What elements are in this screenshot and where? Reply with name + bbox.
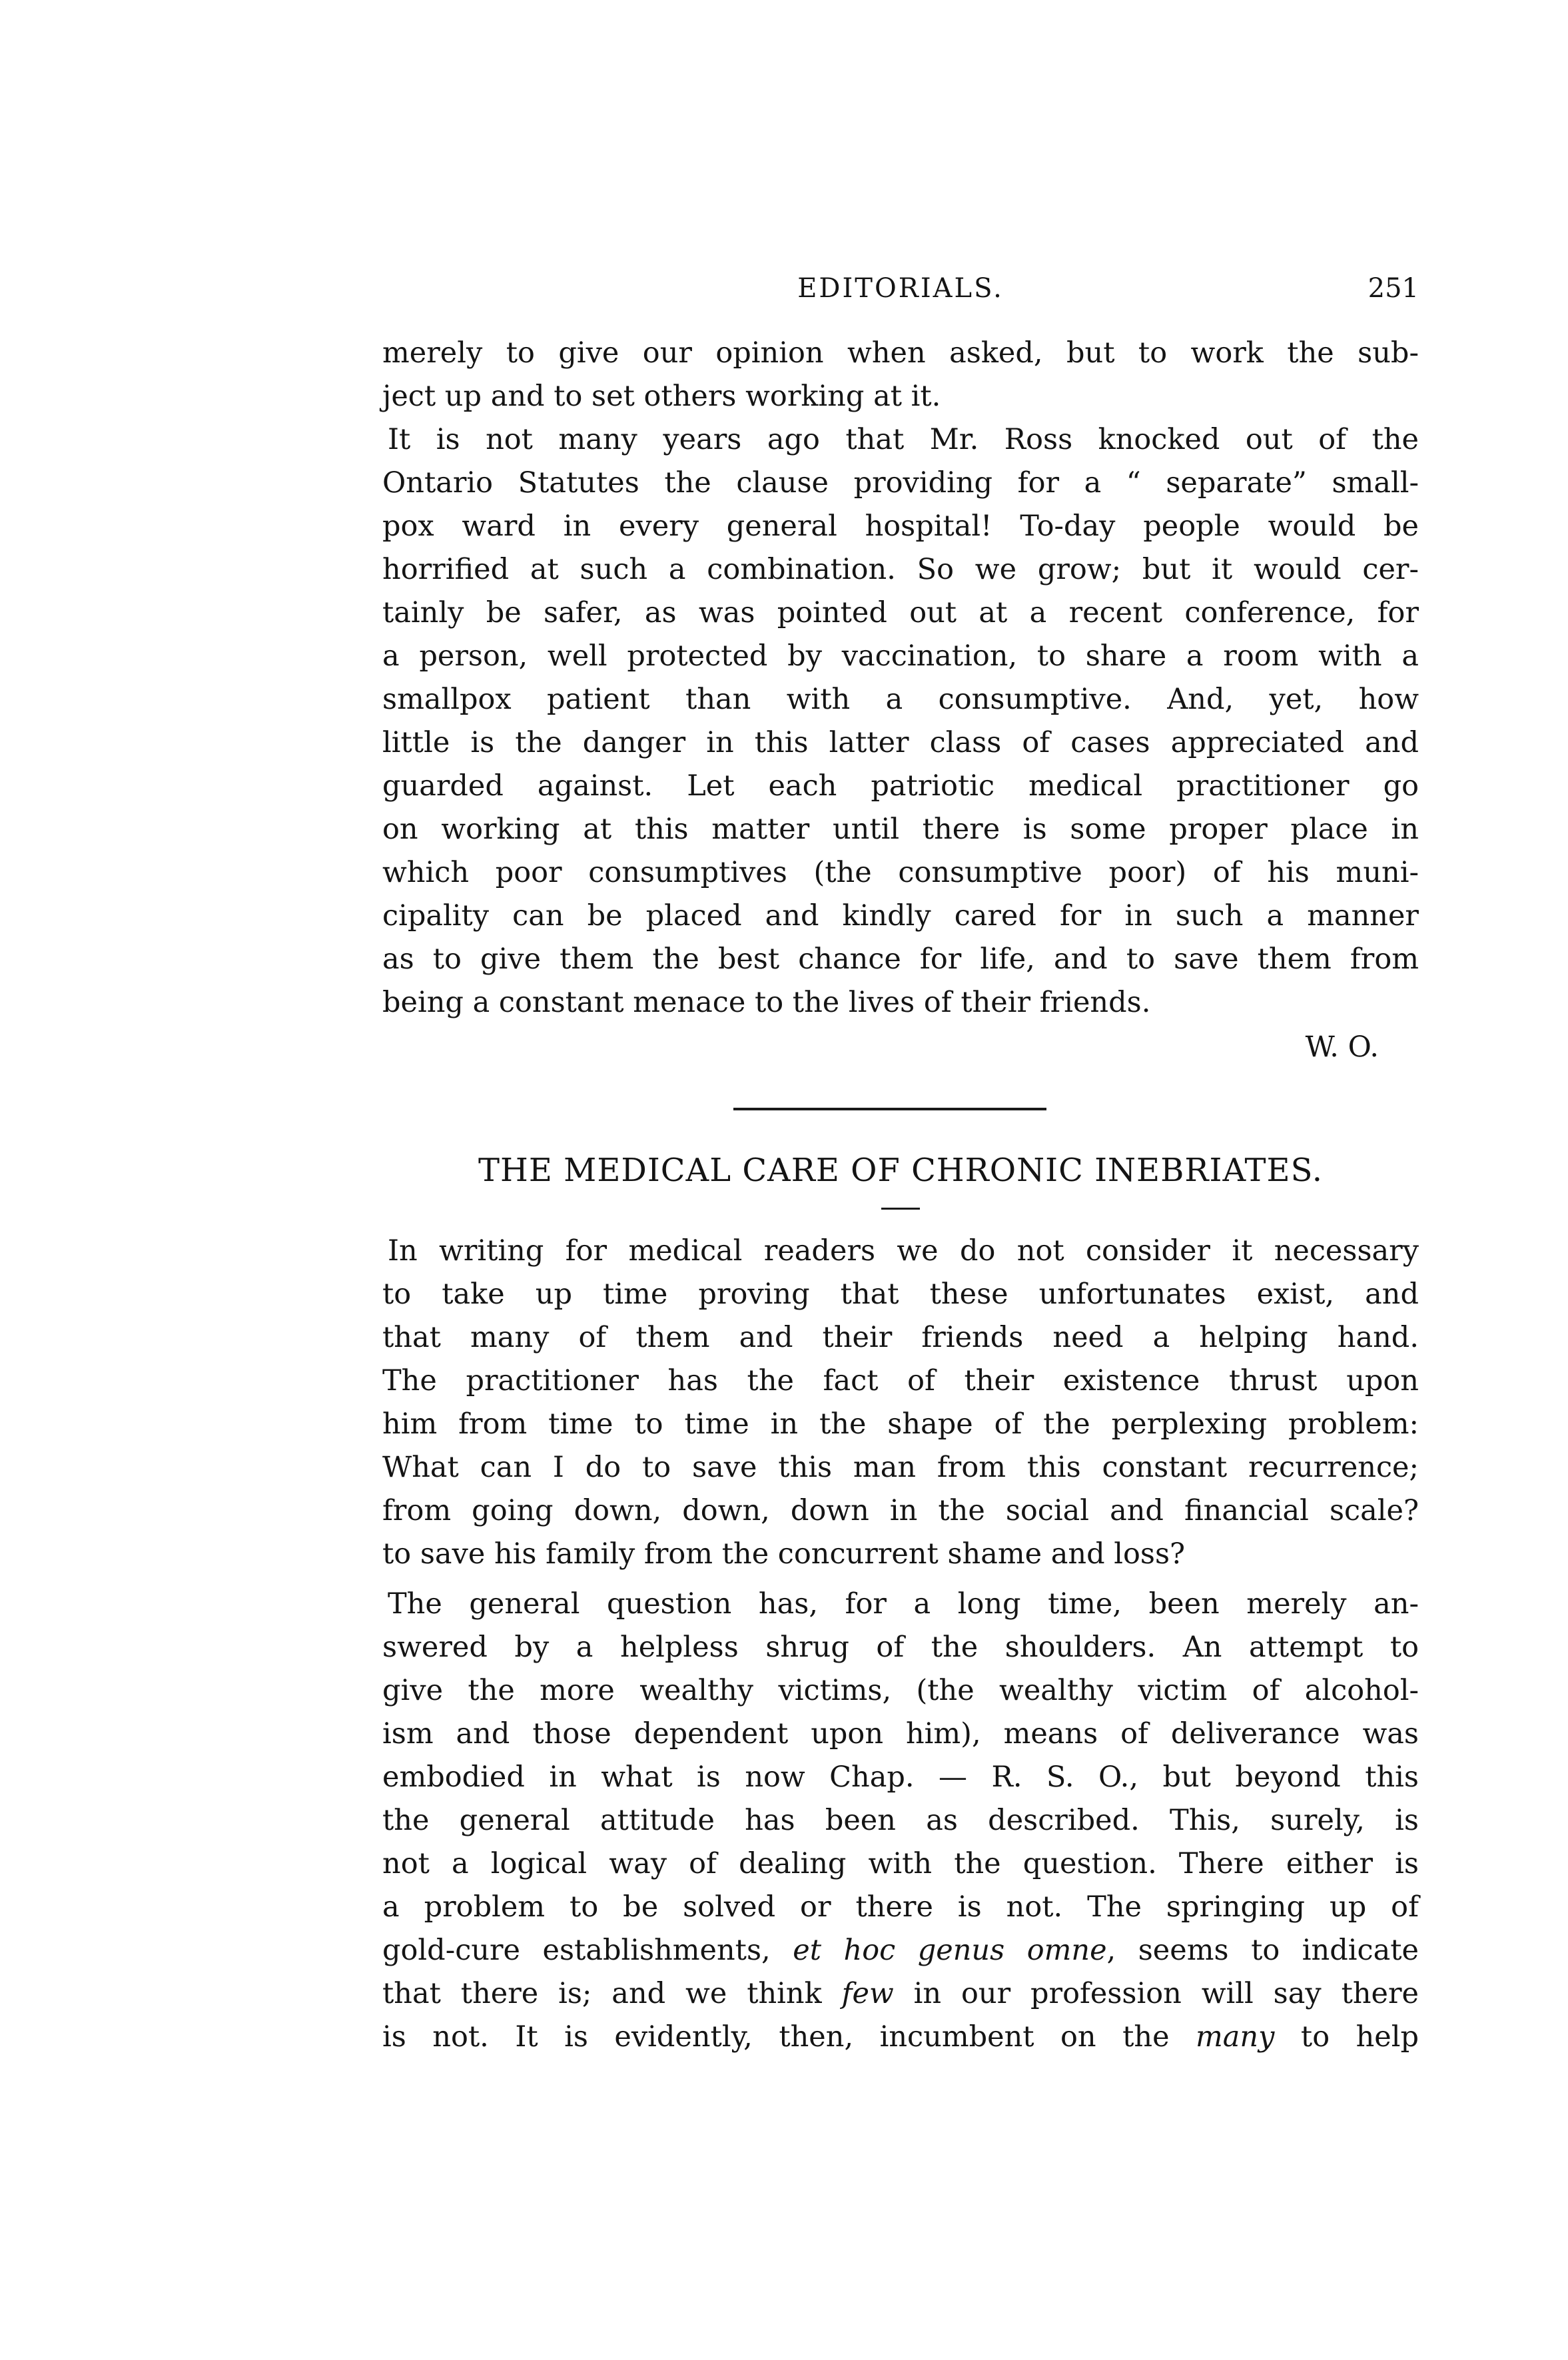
text-line: merely to give our opinion when asked, but to work the sub-: [382, 336, 1419, 370]
text-line: the general attitude has been as described. This, surely, is: [382, 1804, 1419, 1837]
text-run: that there is; and we think: [382, 1977, 842, 2010]
italic-word: few: [841, 1977, 894, 2010]
paragraph-general-question: [382, 1583, 1419, 2059]
text-line: It is not many years ago that Mr. Ross knocked out of the: [388, 423, 1419, 456]
text-line: being a constant menace to the lives of their friends.: [382, 986, 1151, 1019]
text-line: guarded against. Let each patriotic medical practitioner go: [382, 769, 1419, 803]
section-divider: [733, 1108, 1046, 1110]
text-line: swered by a helpless shrug of the shoulders. An attempt to: [382, 1631, 1419, 1664]
text-line: The practitioner has the fact of their existence thrust upon: [382, 1364, 1419, 1397]
text-run: is not. It is evidently, then, incumbent on the: [382, 2020, 1196, 2054]
text-run: to help: [1274, 2020, 1419, 2054]
running-title: EDITORIALS.: [797, 273, 1004, 304]
page-number: 251: [1368, 273, 1419, 304]
running-head: [382, 266, 1419, 313]
text-line: horrified at such a combination. So we grow; but it would cer-: [382, 553, 1419, 586]
text-line: embodied in what is now Chap. — R. S. O., but beyond this: [382, 1761, 1419, 1794]
title-dash: [881, 1208, 920, 1210]
text-line: on working at this matter until there is some proper place in: [382, 813, 1419, 846]
text-line: to save his family from the concurrent shame and loss?: [382, 1537, 1186, 1571]
text-run: gold-cure establishments,: [382, 1934, 793, 1967]
text-line: ism and those dependent upon him), means of deliverance was: [382, 1717, 1419, 1751]
text-line: cipality can be placed and kindly cared for in such a manner: [382, 899, 1419, 933]
text-line: ject up and to set others working at it.: [382, 380, 941, 413]
text-line: from going down, down, down in the social and financial scale?: [382, 1494, 1419, 1527]
text-line: pox ward in every general hospital! To-day people would be: [382, 510, 1419, 543]
text-line: to take up time proving that these unfortunates exist, and: [382, 1278, 1419, 1311]
text-line: In writing for medical readers we do not consider it necessary: [388, 1234, 1419, 1268]
text-line: Ontario Statutes the clause providing for a “ separate” small-: [382, 466, 1419, 500]
italic-word: many: [1196, 2020, 1275, 2054]
text-line: not a logical way of dealing with the question. There either is: [382, 1847, 1419, 1880]
text-run: in our profession will say there: [893, 1977, 1419, 2010]
paragraph-continuation: [382, 332, 1419, 418]
text-line: What can I do to save this man from this constant recurrence;: [382, 1451, 1419, 1484]
paragraph-intro: [382, 1230, 1419, 1576]
text-line: smallpox patient than with a consumptive. And, yet, how: [382, 683, 1419, 716]
text-line: as to give them the best chance for life, and to save them from: [382, 943, 1419, 976]
text-line: him from time to time in the shape of the perplexing problem:: [382, 1407, 1419, 1441]
italic-phrase: et hoc genus omne: [793, 1934, 1107, 1967]
text-line: The general question has, for a long time, been merely an-: [388, 1587, 1419, 1621]
text-run: , seems to indicate: [1106, 1934, 1419, 1967]
paragraph-smallpox: [382, 418, 1419, 1024]
text-line: give the more wealthy victims, (the wealthy victim of alcohol-: [382, 1674, 1419, 1707]
text-line: [382, 1972, 1419, 2016]
text-line: a person, well protected by vaccination, to share a room with a: [382, 639, 1419, 673]
text-line: which poor consumptives (the consumptive poor) of his muni-: [382, 856, 1419, 889]
page: [382, 266, 1419, 2059]
text-line: [382, 1929, 1419, 1972]
section-title: THE MEDICAL CARE OF CHRONIC INEBRIATES.: [478, 1152, 1323, 1189]
text-line: tainly be safer, as was pointed out at a recent conference, for: [382, 596, 1419, 629]
text-line: a problem to be solved or there is not. The springing up of: [382, 1890, 1419, 1924]
text-line: that many of them and their friends need a helping hand.: [382, 1321, 1419, 1354]
author-signature: W. O.: [1305, 1030, 1379, 1064]
paragraph-gap: [382, 1576, 1419, 1583]
text-line: little is the danger in this latter class of cases appreciated and: [382, 726, 1419, 759]
text-line: [382, 2016, 1419, 2059]
